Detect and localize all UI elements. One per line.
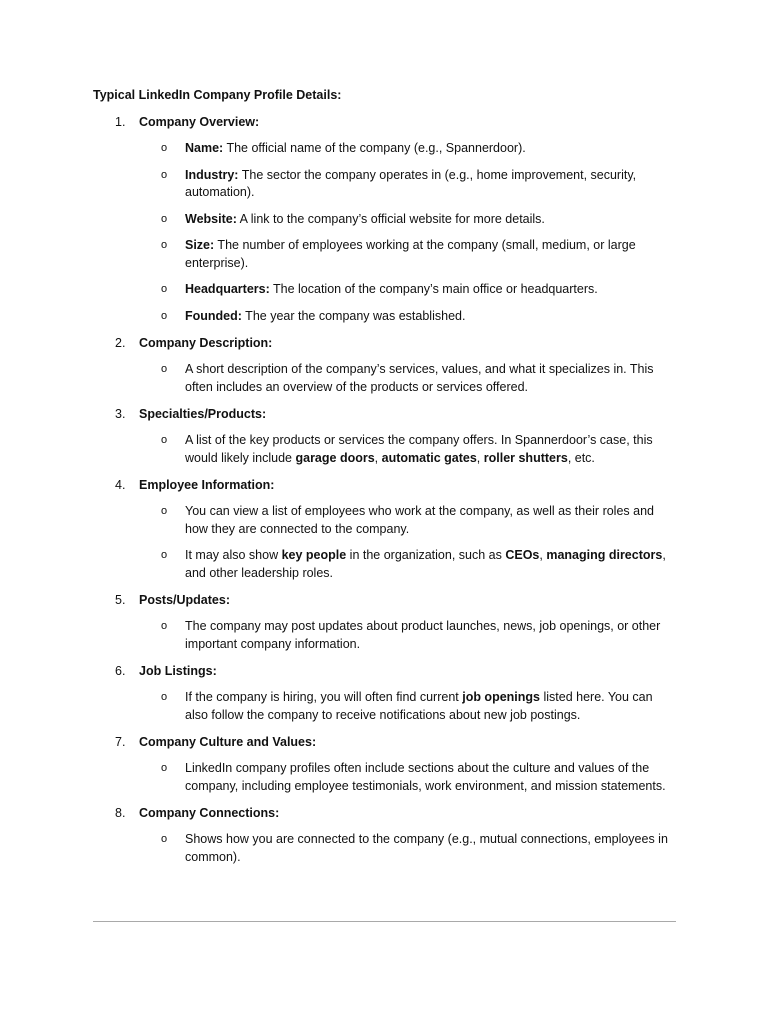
bold-text: roller shutters: [483, 450, 568, 465]
hollow-bullet-icon: o: [161, 239, 168, 251]
bold-text: Website:: [185, 211, 237, 226]
list-item: [93, 237, 676, 272]
list-item: [93, 361, 676, 396]
bullet-list: [93, 618, 676, 653]
bullet-list: [93, 760, 676, 795]
section-3: [93, 405, 676, 467]
list-item: [93, 140, 676, 158]
hollow-bullet-icon: o: [161, 142, 168, 154]
bullet-list: [93, 831, 676, 866]
bold-text: job openings: [462, 690, 540, 704]
item-text: in the organization, such as: [346, 548, 506, 562]
item-text: A list of the key products or services the company offers. In Spannerdoor’s case, this would likely include: [185, 433, 653, 465]
section-number: 5.: [115, 593, 126, 607]
section-number: 2.: [115, 336, 126, 350]
section-number: 4.: [115, 478, 126, 492]
list-item: [93, 689, 676, 724]
section-heading: Employee Information:: [139, 478, 275, 492]
list-item: [93, 167, 676, 202]
item-text: ,: [476, 450, 484, 465]
list-item: [93, 547, 676, 582]
hollow-bullet-icon: o: [161, 762, 168, 774]
hollow-bullet-icon: o: [161, 212, 168, 225]
item-text: The year the company was established.: [241, 308, 466, 323]
hollow-bullet-icon: o: [161, 833, 168, 845]
list-item: [93, 618, 676, 653]
item-text: The number of employees working at the company (small, medium, or large enterprise).: [185, 238, 636, 270]
item-text: The sector the company operates in (e.g., home improvement, security, automation).: [185, 167, 637, 199]
hollow-bullet-icon: o: [161, 434, 168, 446]
section-number: 8.: [115, 806, 126, 820]
item-text: ,: [539, 548, 547, 562]
bold-text: garage doors: [295, 450, 375, 465]
item-text: A short description of the company’s services, values, and what it specializes in. This often includes an overview of the products or services offered.: [185, 362, 654, 394]
section-heading: Company Culture and Values:: [139, 735, 317, 749]
bullet-list: [93, 140, 676, 325]
section-7: [93, 733, 676, 795]
hollow-bullet-icon: o: [161, 691, 168, 703]
list-item: [93, 831, 676, 866]
item-text: If the company is hiring, you will often find current: [185, 690, 463, 704]
list-item: [93, 308, 676, 326]
hollow-bullet-icon: o: [161, 168, 168, 181]
item-text: A link to the company’s official website for more details.: [236, 211, 545, 226]
item-text: It may also show: [185, 548, 282, 562]
hollow-bullet-icon: o: [161, 505, 168, 517]
hollow-bullet-icon: o: [161, 283, 168, 295]
bold-text: CEOs: [505, 548, 540, 562]
item-text: , and other leadership roles.: [185, 548, 666, 580]
item-text: You can view a list of employees who work at the company, as well as their roles and how they are connected to the company.: [185, 504, 654, 536]
bold-text: Founded:: [185, 308, 242, 323]
section-number: 1.: [115, 115, 126, 129]
item-text: The company may post updates about product launches, news, job openings, or other important company information.: [185, 619, 661, 651]
bold-text: key people: [281, 548, 347, 562]
document-page: [93, 86, 676, 875]
section-5: [93, 591, 676, 653]
list-item: [93, 281, 676, 299]
section-heading: Company Description:: [139, 336, 273, 350]
section-heading: Company Connections:: [139, 806, 280, 820]
document-title: Typical LinkedIn Company Profile Details:: [93, 88, 342, 102]
item-text: LinkedIn company profiles often include sections about the culture and values of the company, including employee testimonials, work environment, and mission statements.: [185, 761, 666, 793]
item-text: Shows how you are connected to the company (e.g., mutual connections, employees in common).: [185, 832, 668, 864]
bold-text: Headquarters:: [185, 282, 270, 296]
item-text: The official name of the company (e.g., Spannerdoor).: [223, 141, 526, 155]
bold-text: managing directors: [546, 548, 663, 562]
section-heading: Specialties/Products:: [139, 407, 267, 421]
section-6: [93, 662, 676, 724]
section-number: 3.: [115, 407, 126, 421]
item-text: The location of the company’s main office or headquarters.: [269, 282, 598, 296]
section-heading: Job Listings:: [139, 664, 217, 678]
section-heading: Company Overview:: [139, 115, 260, 129]
bold-text: Name:: [185, 141, 224, 155]
section-4: [93, 476, 676, 582]
list-item: [93, 760, 676, 795]
bullet-list: [93, 689, 676, 724]
section-2: [93, 334, 676, 396]
list-item: [93, 432, 676, 467]
section-number: 7.: [115, 735, 126, 749]
bullet-list: [93, 432, 676, 467]
list-item: [93, 211, 676, 229]
item-text: ,: [374, 450, 382, 465]
item-text: , etc.: [567, 450, 595, 465]
hollow-bullet-icon: o: [161, 620, 168, 632]
section-list: [93, 113, 676, 866]
section-8: [93, 804, 676, 866]
bold-text: Industry:: [185, 167, 239, 182]
footer-divider: [93, 921, 676, 922]
hollow-bullet-icon: o: [161, 549, 168, 561]
item-text: listed here. You can also follow the company to receive notifications about new job postings.: [185, 690, 653, 722]
bold-text: automatic gates: [381, 450, 477, 465]
section-1: [93, 113, 676, 325]
bold-text: Size:: [185, 238, 215, 252]
section-heading: Posts/Updates:: [139, 593, 230, 607]
hollow-bullet-icon: o: [161, 363, 168, 375]
bullet-list: [93, 503, 676, 582]
section-number: 6.: [115, 664, 126, 678]
list-item: [93, 503, 676, 538]
bullet-list: [93, 361, 676, 396]
hollow-bullet-icon: o: [161, 309, 168, 322]
